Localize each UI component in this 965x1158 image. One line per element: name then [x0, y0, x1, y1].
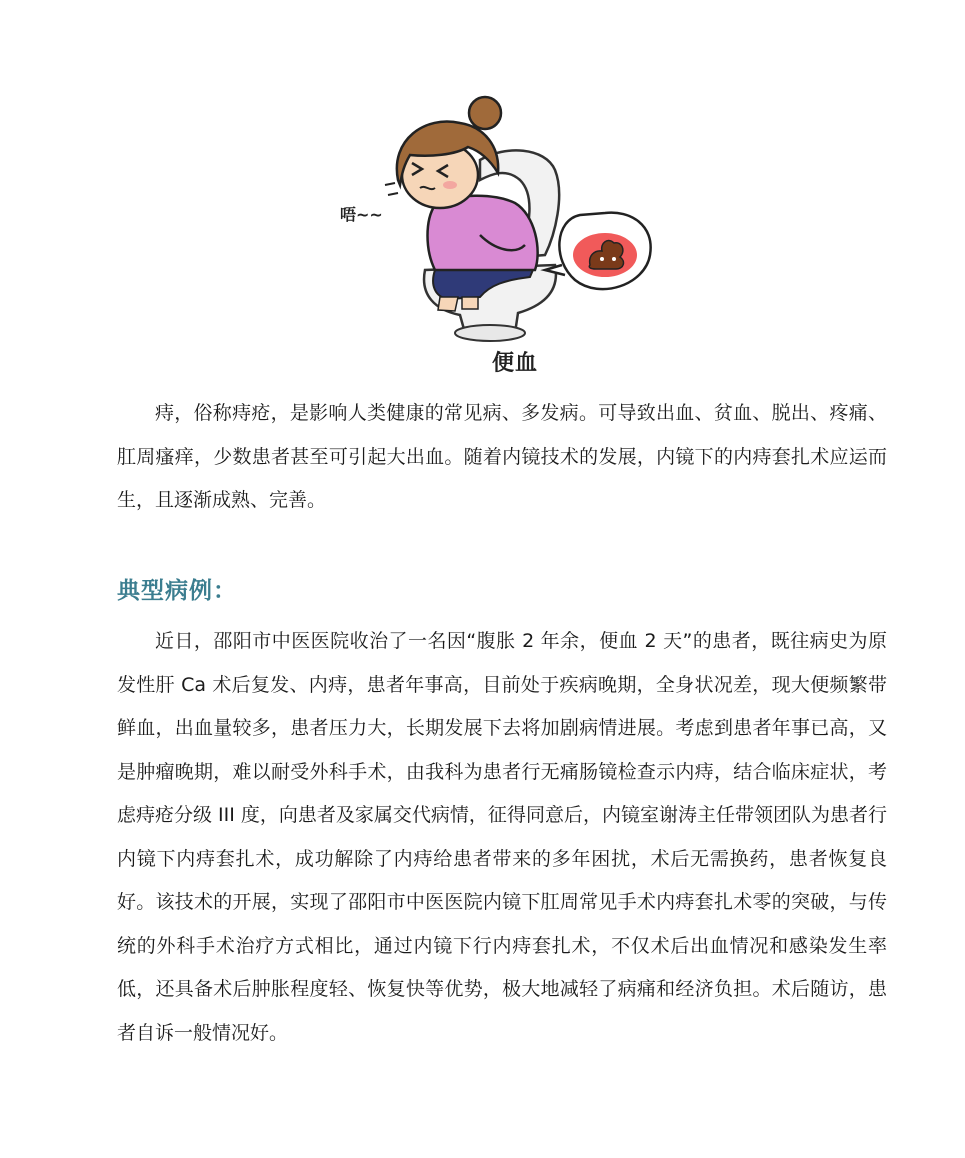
- cartoon-illustration: [330, 85, 670, 385]
- speech-dashes: [385, 183, 398, 195]
- cartoon-svg: [330, 85, 670, 385]
- section-heading: 典型病例：: [117, 578, 237, 604]
- poop-eye-right: [612, 257, 616, 261]
- blush: [443, 181, 457, 189]
- illustration-caption: 便血: [491, 351, 538, 376]
- toilet-base: [455, 325, 525, 341]
- poop-eye-left: [600, 257, 604, 261]
- hair-bun: [469, 97, 501, 129]
- case-paragraph: 近日，邵阳市中医医院收治了一名因“腹胀 2 年余，便血 2 天”的患者，既往病史为原发性肝 Ca 术后复发、内痔，患者年事高，目前处于疾病晚期，全身状况差，现大便频繁带鲜血，出血量较多，患者压力大，长期发展下去将加剧病情进展。考虑到患者年事已高，又是肿瘤晚期，难以耐受外科手术，由我科为患者行无痛肠镜检查示内痔，结合临床症状，考虑痔疮分级 III 度，向患者及家属交代病情，征得同意后，内镜室谢涛主任带领团队为患者行内镜下内痔套扎术，成功解除了内痔给患者带来的多年困扰，术后无需换药，患者恢复良好。该技术的开展，实现了邵阳市中医医院内镜下肛周常见手术内痔套扎术零的突破，与传统的外科手术治疗方式相比，通过内镜下行内痔套扎术，不仅术后出血情况和感染发生率低，还具备术后肿胀程度轻、恢复快等优势，极大地减轻了病痛和经济负担。术后随访，患者自诉一般情况好。: [117, 630, 887, 1044]
- sound-text: 唔~~: [340, 205, 383, 224]
- intro-paragraph: 痔，俗称痔疮，是影响人类健康的常见病、多发病。可导致出血、贫血、脱出、疼痛、肛周瘙痒，少数患者甚至可引起大出血。随着内镜技术的发展，内镜下的内痔套扎术应运而生，且逐渐成熟、完善。: [117, 402, 887, 511]
